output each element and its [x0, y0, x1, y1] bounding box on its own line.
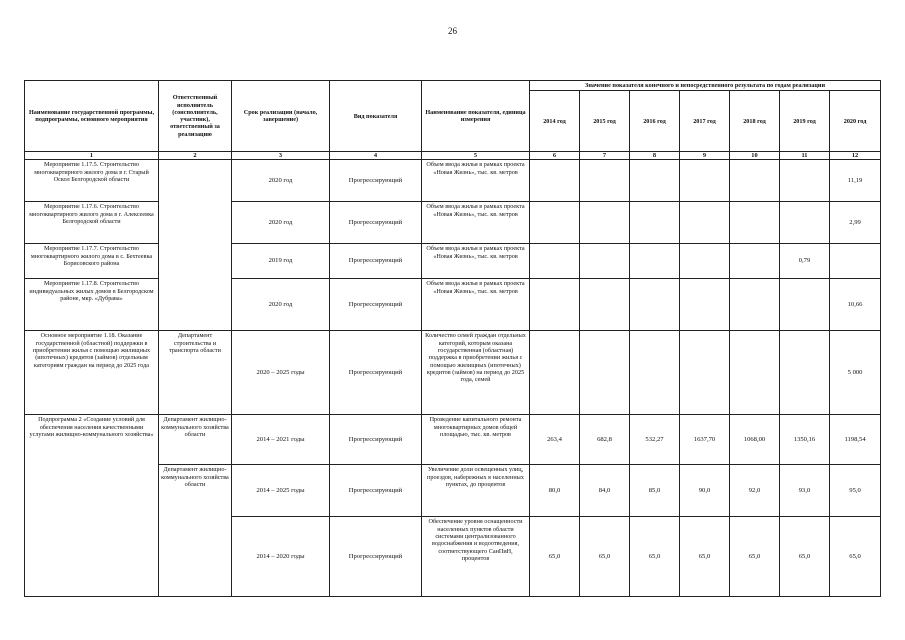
row-value: 0,79 — [780, 244, 830, 279]
col-number: 1 — [25, 152, 159, 160]
col-number: 11 — [780, 152, 830, 160]
header-year: 2017 год — [680, 91, 730, 152]
col-number: 7 — [580, 152, 630, 160]
row-value: 95,0 — [830, 465, 881, 517]
row-value: 65,0 — [730, 517, 780, 597]
row-indicator: Количество семей граждан отдельных категорий, которым оказана государственная (областная) поддержка в приобретении жилья с помощью жилищных (ипотечных) кредитов (займов) на период до 2025 года, семей — [422, 331, 530, 415]
row-indicator: Объем ввода жилья в рамках проекта «Новая Жизнь», тыс. кв. метров — [422, 244, 530, 279]
row-value: 263,4 — [530, 415, 580, 465]
row-value: 11,19 — [830, 160, 881, 202]
row-kind: Прогрессирующий — [330, 279, 422, 331]
header-year: 2019 год — [780, 91, 830, 152]
row-value: 93,0 — [780, 465, 830, 517]
row-term: 2014 – 2020 годы — [232, 517, 330, 597]
row-indicator: Объем ввода жилья в рамках проекта «Новая Жизнь», тыс. кв. метров — [422, 202, 530, 244]
row-value — [780, 202, 830, 244]
row-value — [730, 279, 780, 331]
row-value — [730, 331, 780, 415]
row-executor: Департамент жилищно-коммунального хозяйства области — [159, 415, 232, 465]
row-name: Мероприятие 1.17.7. Строительство многоквартирного жилого дома в с. Бехтеевка Борисовского района — [25, 244, 159, 279]
row-kind: Прогрессирующий — [330, 160, 422, 202]
row-name: Мероприятие 1.17.5. Строительство многоквартирного жилого дома в г. Старый Оскол Белгородской области — [25, 160, 159, 202]
row-value — [530, 279, 580, 331]
row-kind: Прогрессирующий — [330, 202, 422, 244]
col-number: 2 — [159, 152, 232, 160]
row-value — [730, 202, 780, 244]
row-value: 1637,70 — [680, 415, 730, 465]
row-value — [630, 202, 680, 244]
row-name: Мероприятие 1.17.8. Строительство индивидуальных жилых домов в Белгородском районе, мкр. «Дубрава» — [25, 279, 159, 331]
header-term: Срок реализации (начало, завершение) — [232, 81, 330, 152]
row-term: 2014 – 2021 годы — [232, 415, 330, 465]
row-value: 92,0 — [730, 465, 780, 517]
row-value — [680, 202, 730, 244]
row-value: 84,0 — [580, 465, 630, 517]
row-term: 2019 год — [232, 244, 330, 279]
row-kind: Прогрессирующий — [330, 331, 422, 415]
header-kind: Вид показателя — [330, 81, 422, 152]
indicators-table — [24, 80, 881, 597]
header-year: 2018 год — [730, 91, 780, 152]
row-value — [580, 331, 630, 415]
row-value: 5 000 — [830, 331, 881, 415]
page-number: 26 — [448, 26, 457, 36]
header-values-group: Значение показателя конечного и непосредственного результата по годам реализации — [530, 81, 881, 91]
row-value — [580, 160, 630, 202]
table-row — [25, 160, 881, 202]
row-value: 85,0 — [630, 465, 680, 517]
row-value — [630, 160, 680, 202]
row-kind: Прогрессирующий — [330, 517, 422, 597]
row-indicator: Проведение капитального ремонта многоквартирных домов общей площадью, тыс. кв. метров — [422, 415, 530, 465]
row-value: 1198,54 — [830, 415, 881, 465]
row-value — [530, 331, 580, 415]
row-value: 1350,16 — [780, 415, 830, 465]
table-row — [25, 415, 881, 465]
row-value — [730, 244, 780, 279]
row-name: Подпрограмма 2 «Создание условий для обеспечения населения качественными услугами жилищно-коммунального хозяйства» — [25, 415, 159, 597]
col-number: 3 — [232, 152, 330, 160]
row-term: 2020 – 2025 годы — [232, 331, 330, 415]
table-row — [25, 202, 881, 244]
header-year: 2020 год — [830, 91, 881, 152]
header-year: 2015 год — [580, 91, 630, 152]
col-number: 10 — [730, 152, 780, 160]
row-value — [780, 160, 830, 202]
row-value: 1068,00 — [730, 415, 780, 465]
row-value: 65,0 — [830, 517, 881, 597]
row-value — [680, 279, 730, 331]
row-value: 65,0 — [530, 517, 580, 597]
row-value — [580, 279, 630, 331]
row-value: 65,0 — [580, 517, 630, 597]
row-name: Мероприятие 1.17.6. Строительство многоквартирного жилого дома в г. Алексеевка Белгородской области — [25, 202, 159, 244]
row-kind: Прогрессирующий — [330, 465, 422, 517]
header-indicator: Наименование показателя, единица измерения — [422, 81, 530, 152]
row-value — [780, 279, 830, 331]
row-value: 65,0 — [630, 517, 680, 597]
row-name: Основное мероприятие 1.18. Оказание государственной (областной) поддержки в приобретении жилья с помощью жилищных (ипотечных) кредитов (займов) отдельным категориям граждан на период до 2025 года — [25, 331, 159, 415]
row-term: 2020 год — [232, 279, 330, 331]
col-number: 9 — [680, 152, 730, 160]
header-year: 2014 год — [530, 91, 580, 152]
row-value — [630, 279, 680, 331]
header-year: 2016 год — [630, 91, 680, 152]
row-value — [580, 202, 630, 244]
row-value: 532,27 — [630, 415, 680, 465]
row-value — [830, 244, 881, 279]
col-number: 5 — [422, 152, 530, 160]
row-value — [680, 244, 730, 279]
row-value: 80,0 — [530, 465, 580, 517]
row-term: 2020 год — [232, 202, 330, 244]
row-value — [630, 331, 680, 415]
row-value — [780, 331, 830, 415]
table-row — [25, 331, 881, 415]
row-indicator: Обеспечение уровня оснащенности населенных пунктов области системами централизованного водоснабжения и водоотведения, соответствующего СанПиН, процентов — [422, 517, 530, 597]
row-value — [530, 202, 580, 244]
row-executor: Департамент жилищно-коммунального хозяйства области — [159, 465, 232, 597]
row-executor-empty — [159, 160, 232, 331]
row-value: 682,8 — [580, 415, 630, 465]
row-kind: Прогрессирующий — [330, 244, 422, 279]
row-value — [730, 160, 780, 202]
row-indicator: Объем ввода жилья в рамках проекта «Новая Жизнь», тыс. кв. метров — [422, 160, 530, 202]
col-number: 12 — [830, 152, 881, 160]
row-value: 2,99 — [830, 202, 881, 244]
row-value — [680, 331, 730, 415]
row-kind: Прогрессирующий — [330, 415, 422, 465]
row-value: 10,66 — [830, 279, 881, 331]
row-value: 65,0 — [780, 517, 830, 597]
row-value — [630, 244, 680, 279]
row-value — [580, 244, 630, 279]
col-number: 4 — [330, 152, 422, 160]
row-executor: Департамент строительства и транспорта области — [159, 331, 232, 415]
row-indicator: Объем ввода жилья в рамках проекта «Новая Жизнь», тыс. кв. метров — [422, 279, 530, 331]
table-row — [25, 244, 881, 279]
row-value: 90,0 — [680, 465, 730, 517]
col-number: 6 — [530, 152, 580, 160]
col-number: 8 — [630, 152, 680, 160]
row-value — [530, 244, 580, 279]
row-indicator: Увеличение доли освещенных улиц, проездов, набережных в населенных пунктах, до процентов — [422, 465, 530, 517]
table-row — [25, 279, 881, 331]
row-value: 65,0 — [680, 517, 730, 597]
row-value — [680, 160, 730, 202]
header-name: Наименование государственной программы, подпрограммы, основного мероприятия — [25, 81, 159, 152]
header-executor: Ответственный исполнитель (соисполнитель, участник), ответственный за реализацию — [159, 81, 232, 152]
row-term: 2020 год — [232, 160, 330, 202]
row-value — [530, 160, 580, 202]
row-term: 2014 – 2025 годы — [232, 465, 330, 517]
